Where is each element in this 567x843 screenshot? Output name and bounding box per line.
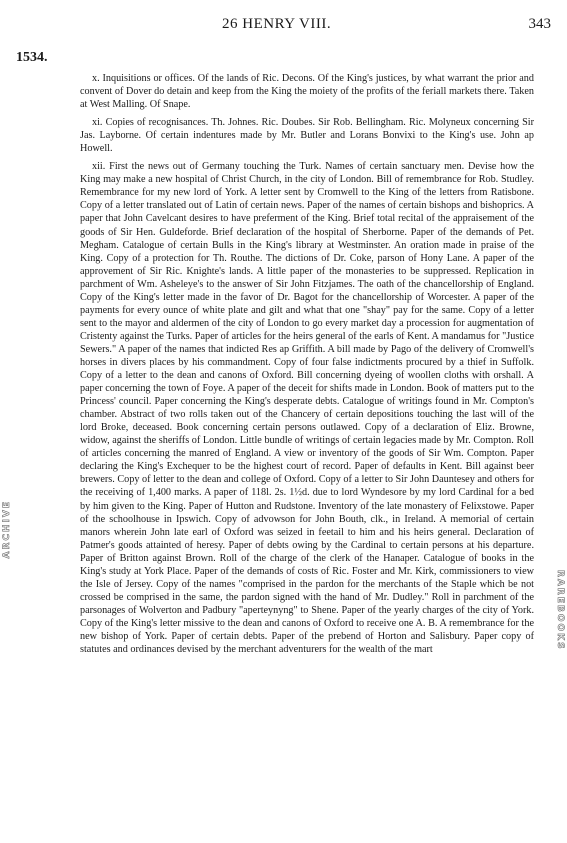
paragraph-xi: xi. Copies of recognisances. Th. Johnes. Ric. Doubes. Sir Rob. Bellingham. Ric. Molyneux concerning Sir Jas. Layborne. Of certain indentures made by Mr. Butler and Lorans Bonvixi to the King's use. John ap Howell. <box>80 117 534 155</box>
page-number: 343 <box>528 16 551 32</box>
running-head <box>0 16 567 36</box>
watermark-right: RAREBOOKS <box>555 570 565 651</box>
document-body <box>80 72 534 661</box>
watermark-left: ARCHIVE <box>2 500 12 559</box>
margin-year: 1534. <box>16 50 48 65</box>
paragraph-xii: xii. First the news out of Germany touching the Turk. Names of certain sanctuary men. Devise how the King may make a new hospital of Christ Church, in the city of London. Bill of remembrance for Rob. Studley. Remembrance for my new lord of York. A letter sent by Cromwell to the King of the letters from Ratisbone. Copy of a letter translated out of Latin of certain news. Paper of the names of certain bishops and bishoprics. A paper that John Cavelcant desires to have preferment of the King. Brief total recital of the appraisement of the goods of Sir Hen. Guldeforde. Brief declaration of the hospital of Sherborne. Paper of the demands of Pet. Megham. Catalogue of certain Bulls in the King's library at Westminster. An oration made in praise of the King. Copy of a protection for Th. Routhe. The dictions of Dr. Coke, parson of Hony Lane. A paper of the approvement of Sir Ric. Knighte's lands. A little paper of the monasteries to be suppressed. Replication in parchment of Wm. Asheleye's to the answer of Sir John Fitzjames. The oath of the chancellorship of England. Copy of the King's letter made in the favor of Dr. Bagot for the chancellorship of Worcester. A paper of the payments for every ounce of white plate and gilt and what that one "shay" pay for the same. Copy of a letter sent to the mayor and aldermen of the city of London to go every market day a procession for augmentation of Cristenty against the Turks. Paper of articles for the heirs general of the earls of Kent. A mandamus for "Justice Sewers." A paper of the names that indicted Res ap Griffith. A bill made by Pago of the delivery of Cromwell's horses in divers places by his commandment. Copy of four false indictments procured by a thief in Suffolk. Copy of a letter to the dean and canons of Oxford. Bill concerning dyeing of woollen cloths with orshall. A paper concerning the town of Foye. A paper of the deceit for shifts made in London. Book of matters put to the Princess' council. Paper concerning the King's desperate debts. Catalogue of writings found in Mr. Compton's chamber. Abstract of two rolls taken out of the Chancery of certain depositions touching the last will of the lord Broke, deceased. Book concerning certain persons outlawed. Copy of a declaration of Eliz. Browne, widow, against the sheriffs of London. Little bundle of writings of certain legacies made by Mr. Compton. Roll of articles concerning the manred of England. A view or inventory of the goods of Sir Wm. Compton. Paper declaring the King's Exchequer to be the highest court of record. Paper of defaults in Kent. Bill against beer brewers. Copy of letter to the dean and college of Oxford. Copy of a letter to Sir John Dauntesey and others for the receiving of 1,400 marks. A paper of 118l. 2s. 1½d. due to lord Wyndesore by my lord Cardinal for a bed by him given to the King. Paper of Hutton and Rudstone. Inventory of the late monastery of Felixstowe. Paper of the schoolhouse in Ipswich. Copy of advowson for John Bouth, clk., in Ireland. A memorial of certain manors wherein John late earl of Oxford was seized in feetail to him and his heirs general. Declaration of Patmer's goods attainted of heresy. Paper of debts owing by the Cardinal to certain persons at his departure. Paper of Britton against Brown. Roll of the charge of the clerk of the Hanaper. Catalogue of books in the King's study at York Place. Paper of the demands of costs of Ric. Foster and Mr. Kirk, commissioners to view the Isle of Jersey. Copy of the names "comprised in the pardon for the merchants of the Staple which be not crossed be comprised in the same, the pardon signed with the hand of Mr. Dudley." Roll in parchment of the parsonages of Wolverton and Padbury "aperteynyng" to Shene. Paper of the yearly charges of the city of York. Copy of the King's letter missive to the dean and canons of Oxford to receive one A. B. A remembrance for the new bishop of York. Paper of certain debts. Paper of the prebend of Horton and Salisbury. Paper copy of statutes and ordinances devised by the merchant adventurers for the wealth of the mart <box>80 161 534 656</box>
paragraph-x: x. Inquisitions or offices. Of the lands of Ric. Decons. Of the King's justices, by what warrant the prior and convent of Dover do detain and keep from the King the moiety of the profits of the feriall markets there. Taken at West Malling. Of Snape. <box>80 73 534 111</box>
running-head-title: 26 HENRY VIII. <box>222 16 332 32</box>
